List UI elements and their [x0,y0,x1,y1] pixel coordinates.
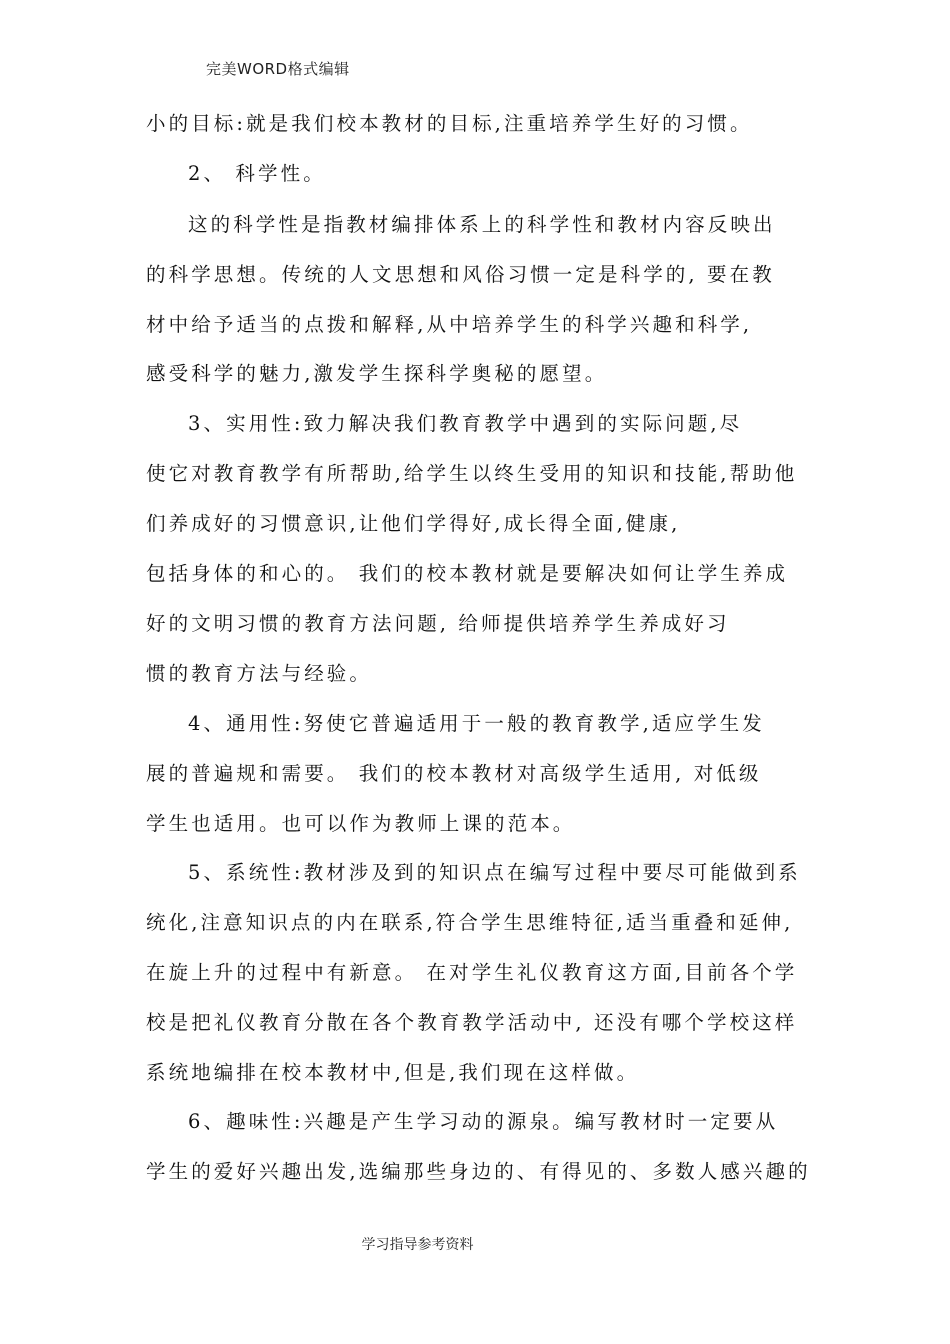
text-line: 学生也适用。也可以作为教师上课的范本。 [146,812,576,835]
text-line: 这的科学性是指教材编排体系上的科学性和教材内容反映出 [188,213,776,236]
text-line: 统化,注意知识点的内在联系,符合学生思维特征,适当重叠和延伸, [146,911,794,934]
text-line: 校是把礼仪教育分散在各个教育教学活动中, 还没有哪个学校这样 [146,1011,798,1034]
section-heading: 2、 科学性。 [188,162,326,185]
text-line: 在旋上升的过程中有新意。 在对学生礼仪教育这方面,目前各个学 [146,961,798,984]
text-line: 的科学思想。传统的人文思想和风俗习惯一定是科学的, 要在教 [146,263,775,286]
text-line: 小的目标:就是我们校本教材的目标,注重培养学生好的习惯。 [146,112,753,135]
text-line: 系统地编排在校本教材中,但是,我们现在这样做。 [146,1061,640,1084]
text-line: 感受科学的魅力,激发学生探科学奥秘的愿望。 [146,362,608,385]
text-line: 4、通用性:努使它普遍适用于一般的教育教学,适应学生发 [188,712,765,735]
text-line: 使它对教育教学有所帮助,给学生以终生受用的知识和技能,帮助他 [146,462,798,485]
text-line: 们养成好的习惯意识,让他们学得好,成长得全面,健康, [146,512,681,535]
text-line: 6、趣味性:兴趣是产生学习动的源泉。编写教材时一定要从 [188,1110,779,1133]
text-line: 好的文明习惯的教育方法问题, 给师提供培养学生养成好习 [146,612,730,635]
text-line: 展的普遍规和需要。 我们的校本教材对高级学生适用, 对低级 [146,762,762,785]
page-header: 完美WORD格式编辑 [206,60,350,78]
page-footer: 学习指导参考资料 [361,1237,474,1253]
text-line: 学生的爱好兴趣出发,选编那些身边的、有得见的、多数人感兴趣的 [146,1160,811,1183]
text-line: 5、系统性:教材涉及到的知识点在编写过程中要尽可能做到系 [188,861,801,884]
text-line: 材中给予适当的点拨和解释,从中培养学生的科学兴趣和科学, [146,313,753,336]
text-line: 3、实用性:致力解决我们教育教学中遇到的实际问题,尽 [188,412,743,435]
text-line: 包括身体的和心的。 我们的校本教材就是要解决如何让学生养成 [146,562,789,585]
text-line: 惯的教育方法与经验。 [146,662,373,685]
